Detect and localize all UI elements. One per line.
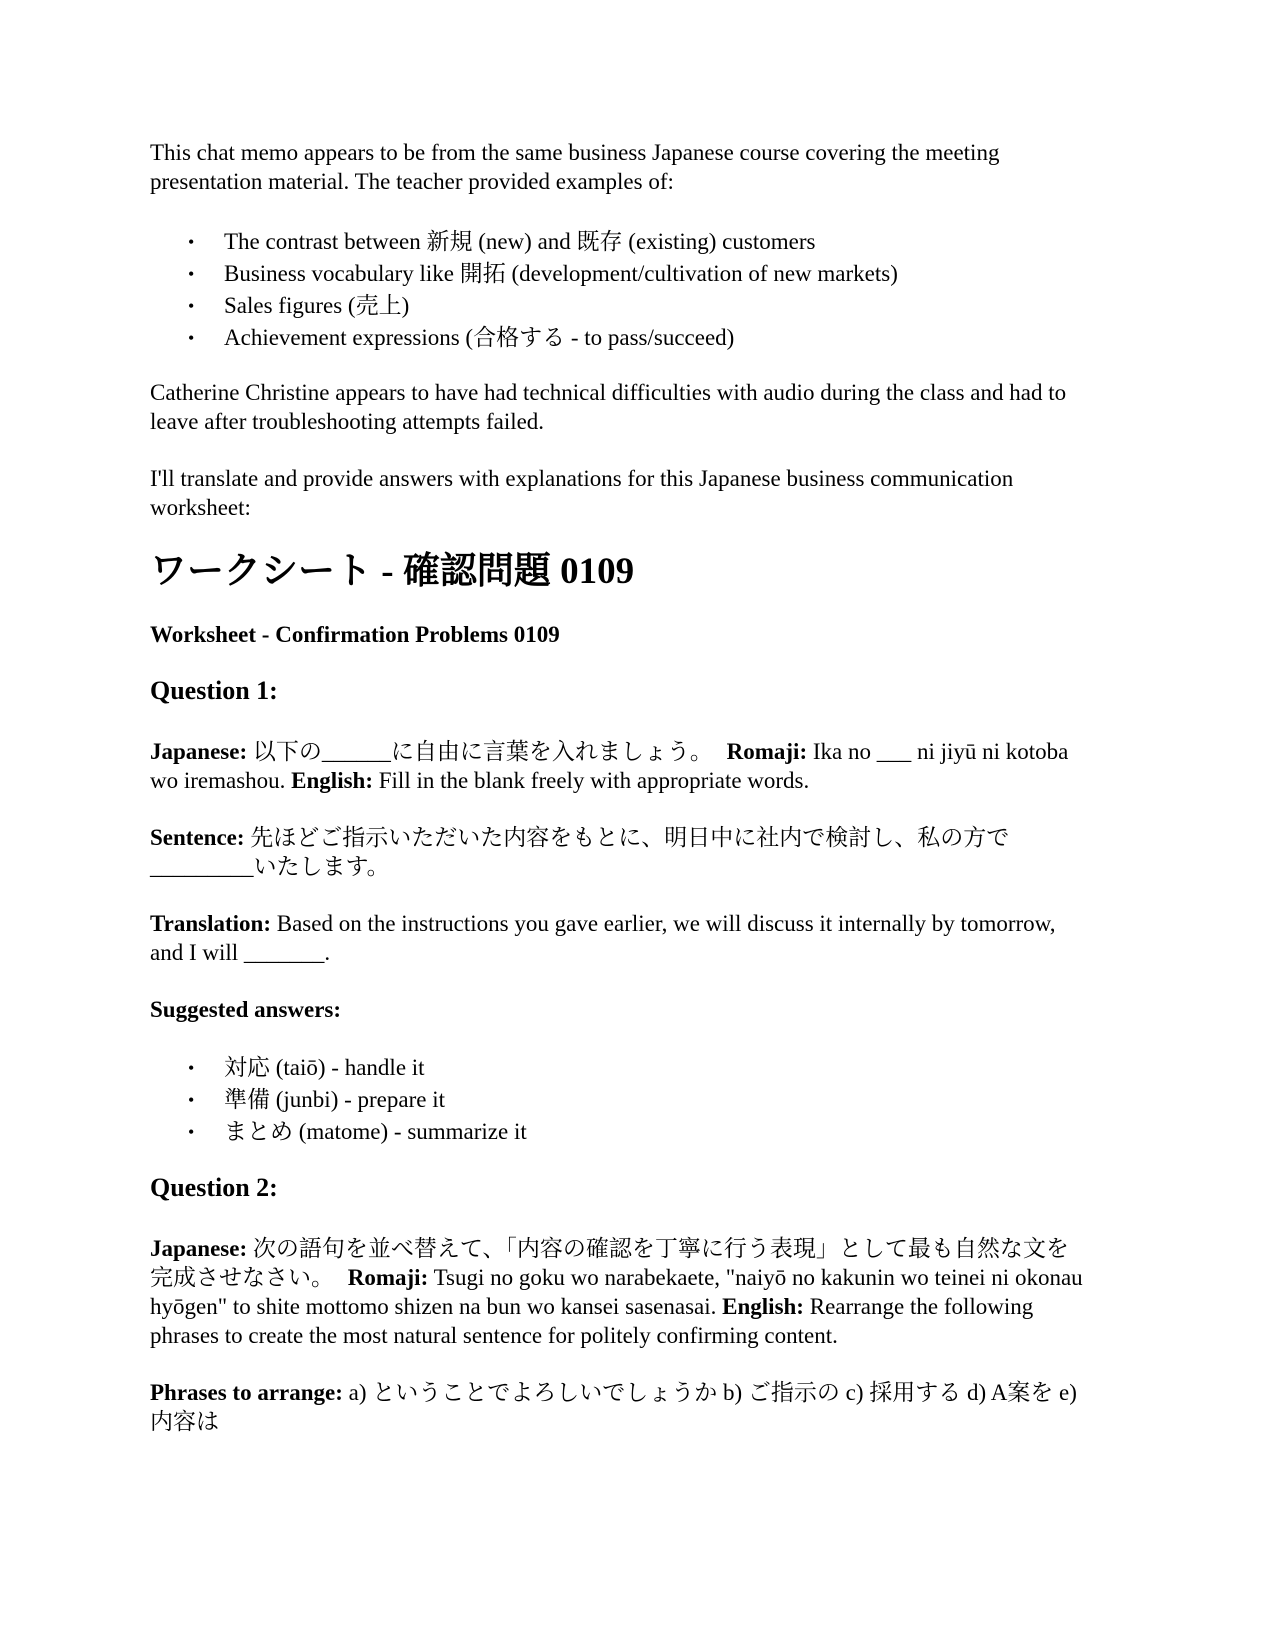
romaji-text: Tsugi no goku wo narabekaete, "naiyō no kakunin wo teinei ni okonau hyōgen" to shite mottomo shizen na bun wo kansei sasenasai. — [150, 1265, 1083, 1319]
list-item: • Achievement expressions (合格する - to pass/succeed) — [224, 322, 1085, 354]
phrases-text: a) ということでよろしいでしょうか b) ご指示の c) 採用する d) A案を e) 内容は — [150, 1380, 1077, 1434]
question-1-sentence — [150, 823, 1085, 881]
suggested-answers-heading: Suggested answers: — [150, 997, 342, 1022]
romaji-label: Romaji: — [347, 1265, 429, 1290]
list-item: • Sales figures (売上) — [224, 290, 1085, 322]
list-item: • 対応 (taiō) - handle it — [224, 1052, 1085, 1084]
worksheet-title: ワークシート - 確認問題 0109 — [150, 551, 635, 592]
worksheet-subtitle: Worksheet - Confirmation Problems 0109 — [150, 622, 560, 647]
question-2-phrases — [150, 1378, 1085, 1436]
english-text: Rearrange the following phrases to create the most natural sentence for politely confirming content. — [150, 1294, 1034, 1348]
question-2-instructions — [150, 1234, 1085, 1350]
translate-paragraph: I'll translate and provide answers with explanations for this Japanese business communication worksheet: — [150, 466, 1014, 520]
japanese-text: 次の語句を並べ替えて、「内容の確認を丁寧に行う表現」として最も自然な文を完成させなさい。 — [150, 1236, 1069, 1290]
question-1-translation — [150, 909, 1085, 967]
list-item: • Business vocabulary like 開拓 (development/cultivation of new markets) — [224, 258, 1085, 290]
sentence-text: 先ほどご指示いただいた内容をもとに、明日中に社内で検討し、私の方で_________いたします。 — [150, 825, 1010, 879]
english-label: English: — [291, 768, 373, 793]
romaji-label: Romaji: — [726, 739, 808, 764]
intro-bullet-list — [150, 226, 1085, 354]
japanese-label: Japanese: — [150, 739, 248, 764]
list-item: • The contrast between 新規 (new) and 既存 (existing) customers — [224, 226, 1085, 258]
intro-paragraph: This chat memo appears to be from the same business Japanese course covering the meeting presentation material. The teacher provided examples of: — [150, 140, 1000, 194]
list-item: • まとめ (matome) - summarize it — [224, 1116, 1085, 1148]
question-1-heading: Question 1: — [150, 676, 278, 705]
romaji-text: Ika no ___ ni jiyū ni kotoba wo iremashou. — [150, 739, 1069, 793]
japanese-text: 以下の______に自由に言葉を入れましょう。 — [252, 739, 713, 764]
question-1-instructions — [150, 737, 1085, 795]
english-text: Fill in the blank freely with appropriate words. — [378, 768, 810, 793]
list-item: • 準備 (junbi) - prepare it — [224, 1084, 1085, 1116]
sentence-label: Sentence: — [150, 825, 245, 850]
question-2-heading: Question 2: — [150, 1173, 278, 1202]
suggested-answers-list — [150, 1052, 1085, 1148]
suggested-answers-label — [150, 995, 1085, 1024]
translation-label: Translation: — [150, 911, 271, 936]
english-label: English: — [722, 1294, 804, 1319]
catherine-paragraph: Catherine Christine appears to have had technical difficulties with audio during the class and had to leave after troubleshooting attempts failed. — [150, 380, 1067, 434]
translation-text: Based on the instructions you gave earlier, we will discuss it internally by tomorrow, and I will _______. — [150, 911, 1056, 965]
phrases-label: Phrases to arrange: — [150, 1380, 343, 1405]
japanese-label: Japanese: — [150, 1236, 248, 1261]
